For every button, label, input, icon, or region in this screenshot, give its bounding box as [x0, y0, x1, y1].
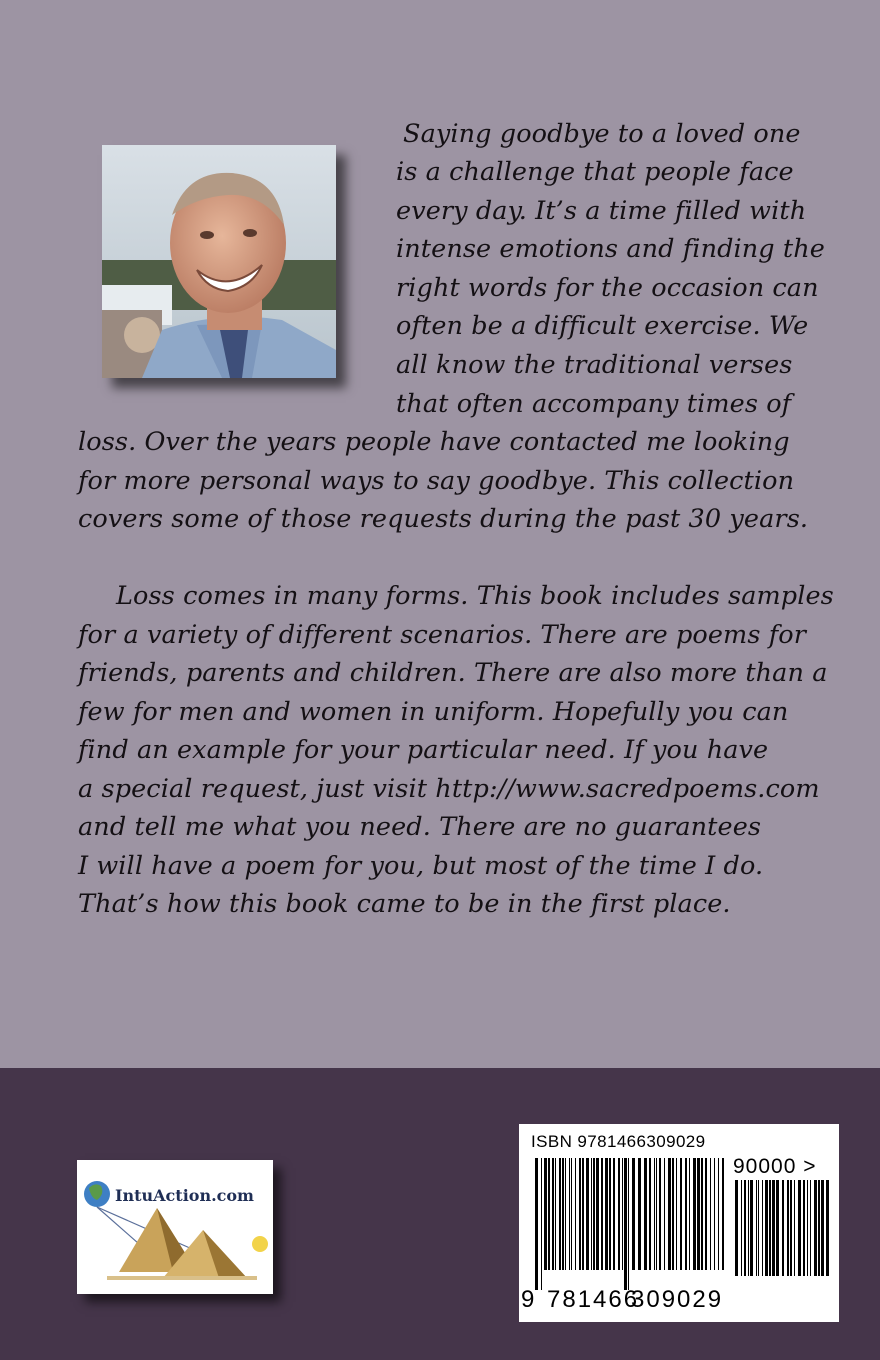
blurb-line: all know the traditional verses — [396, 350, 793, 380]
isbn-digit-first: 9 — [521, 1286, 537, 1313]
barcode-bar — [644, 1158, 647, 1270]
blurb-line: I will have a poem for you, but most of the time I do. — [78, 851, 764, 881]
barcode-bar — [609, 1158, 611, 1270]
barcode-bar — [591, 1158, 592, 1270]
barcode-bar — [544, 1158, 547, 1270]
barcode-bar — [605, 1158, 608, 1270]
barcode-bar — [680, 1158, 682, 1270]
barcode-bar — [765, 1180, 768, 1276]
barcode-bar — [772, 1180, 775, 1276]
barcode-bar — [575, 1158, 576, 1270]
barcode-bar — [535, 1158, 538, 1290]
barcode-bar — [618, 1158, 620, 1270]
barcode-bar — [705, 1158, 707, 1270]
barcode-bar — [672, 1158, 674, 1270]
barcode-bar — [664, 1158, 665, 1270]
barcode-bar — [758, 1180, 759, 1276]
barcode-bar — [659, 1158, 661, 1270]
blurb-line: every day. It’s a time filled with — [396, 196, 807, 226]
blurb-line: few for men and women in uniform. Hopefully you can — [78, 697, 789, 727]
barcode-bar — [656, 1158, 657, 1270]
blurb-line: and tell me what you need. There are no guarantees — [78, 812, 762, 842]
publisher-logo — [77, 1160, 273, 1294]
barcode-bar — [565, 1158, 566, 1270]
blurb-line: for more personal ways to say goodbye. This collection — [78, 466, 795, 496]
barcode-bar — [722, 1158, 724, 1270]
barcode-bar — [818, 1180, 820, 1276]
barcode-bar — [814, 1180, 817, 1276]
barcode-bar — [632, 1158, 635, 1270]
blurb-line: a special request, just visit http://www.sacredpoems.com — [78, 774, 820, 804]
blurb-line: loss. Over the years people have contacted me looking — [78, 427, 790, 457]
barcode-bar — [601, 1158, 603, 1270]
barcode-bar — [628, 1158, 629, 1290]
barcode-bar — [582, 1158, 584, 1270]
barcode-bar — [569, 1158, 570, 1270]
barcode-bar — [762, 1180, 763, 1276]
barcode-bar — [782, 1180, 784, 1276]
barcode-bar — [693, 1158, 696, 1270]
barcode-bar — [826, 1180, 829, 1276]
barcode-bar — [676, 1158, 677, 1270]
barcode-bar — [790, 1180, 792, 1276]
barcode-bar — [586, 1158, 589, 1270]
barcode-bar — [571, 1158, 572, 1270]
isbn-barcode — [519, 1124, 839, 1322]
barcode-bar — [555, 1158, 556, 1270]
barcode-bar — [794, 1180, 795, 1276]
barcode-bar — [744, 1180, 746, 1276]
barcode-bar — [624, 1158, 627, 1290]
barcode-bar — [689, 1158, 690, 1270]
barcode-bar — [596, 1158, 599, 1270]
barcode-bar — [579, 1158, 581, 1270]
barcode-bar — [668, 1158, 671, 1270]
barcode-bar — [562, 1158, 564, 1270]
barcode-bar — [552, 1158, 554, 1270]
author-photo — [102, 145, 336, 378]
barcode-bar — [750, 1180, 753, 1276]
publisher-name: IntuAction.com — [115, 1186, 254, 1205]
author-portrait-icon — [102, 145, 336, 378]
barcode-bar — [807, 1180, 808, 1276]
barcode-bar — [787, 1180, 789, 1276]
barcode-bar — [685, 1158, 687, 1270]
isbn-digit-group-1: 781466 — [547, 1286, 640, 1313]
barcode-bar — [697, 1158, 700, 1270]
barcode-bar — [714, 1158, 715, 1270]
barcode-bar — [821, 1180, 824, 1276]
barcode-bar — [548, 1158, 550, 1270]
blurb-line: covers some of those requests during the past 30 years. — [78, 504, 809, 534]
barcode-bar — [803, 1180, 805, 1276]
barcode-bar — [710, 1158, 711, 1270]
barcode-bar — [701, 1158, 703, 1270]
barcode-bar — [741, 1180, 742, 1276]
barcode-bar — [622, 1158, 623, 1270]
barcode-bar — [559, 1158, 561, 1270]
isbn-label: ISBN 9781466309029 — [531, 1132, 706, 1151]
barcode-bar — [810, 1180, 811, 1276]
blurb-line: friends, parents and children. There are also more than a — [78, 658, 828, 688]
barcode-bar — [654, 1158, 655, 1270]
barcode-bar — [718, 1158, 719, 1270]
blurb-line: is a challenge that people face — [396, 157, 794, 187]
barcode-bar — [541, 1158, 542, 1290]
blurb-line: often be a difficult exercise. We — [396, 311, 809, 341]
barcode-bar — [638, 1158, 641, 1270]
barcode-bar — [735, 1180, 738, 1276]
blurb-line: for a variety of different scenarios. There are poems for — [78, 620, 806, 650]
barcode-bar — [593, 1158, 595, 1270]
blurb-line: find an example for your particular need. If you have — [78, 735, 769, 765]
barcode-bar — [613, 1158, 615, 1270]
blurb-line: Saying goodbye to a loved one — [403, 119, 801, 149]
blurb-line: intense emotions and finding the — [396, 234, 825, 264]
blurb-line: Loss comes in many forms. This book includes samples — [116, 581, 834, 611]
barcode-bar — [798, 1180, 801, 1276]
barcode-bar — [649, 1158, 651, 1270]
blurb-line: That’s how this book came to be in the first place. — [78, 889, 731, 919]
barcode-bar — [756, 1180, 757, 1276]
blurb-line: that often accompany times of — [396, 389, 792, 419]
price-code: 90000 > — [733, 1155, 817, 1178]
globe-pyramids-logo-icon — [77, 1160, 273, 1294]
isbn-digit-group-2: 309029 — [631, 1286, 724, 1313]
barcode-bars-addon — [735, 1180, 831, 1320]
barcode-bar — [776, 1180, 779, 1276]
barcode-bar — [769, 1180, 771, 1276]
blurb-line: right words for the occasion can — [396, 273, 819, 303]
barcode-bar — [748, 1180, 749, 1276]
